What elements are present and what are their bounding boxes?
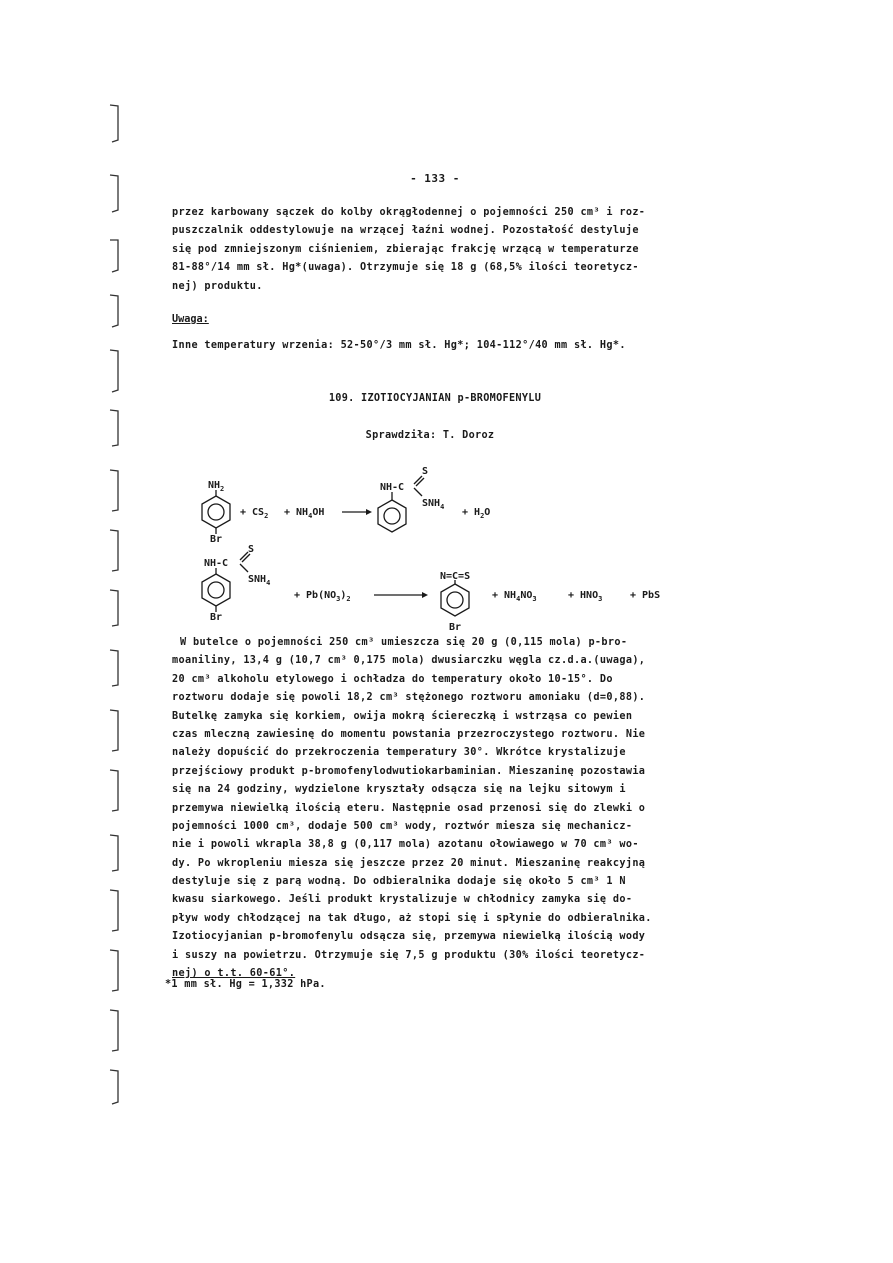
text-line: 81-88°/14 mm sł. Hg*(uwaga). Otrzymuje się 18 g (68,5% ilości teoretycz- bbox=[172, 262, 639, 274]
text-line: nie i powoli wkrapla 38,8 g (0,117 mola) azotanu ołowiawego w 70 cm³ wo- bbox=[172, 839, 639, 851]
reagent-ammonia: + $NH_4OH$ bbox=[284, 507, 325, 520]
reagent-cs2: + $CS_2$ bbox=[240, 507, 269, 520]
text-line: się na 24 godziny, wydzielone kryształy odsącza się na lejku sitowym i bbox=[172, 784, 626, 796]
text-line: roztworu dodaje się powoli 18,2 cm³ stężonego roztworu amoniaku (d=0,88). bbox=[172, 692, 646, 704]
text-line: przez karbowany sączek do kolby okrągłodennej o pojemności 250 cm³ i roz- bbox=[172, 207, 646, 218]
text-line: 20 cm³ alkoholu etylowego i ochładza do temperatury około 10-15°. Do bbox=[172, 673, 613, 685]
reaction-scheme bbox=[170, 462, 730, 632]
text-line: należy dopuścić do przekroczenia temperatury 30°. Wkrótce krystalizuje bbox=[172, 747, 626, 759]
text-line: nej) o t.t. 60-61°. bbox=[172, 968, 296, 980]
section-title: 109. IZOTIOCYJANIAN p-BROMOFENYLU bbox=[328, 393, 542, 404]
benzene-ring-icon bbox=[441, 580, 469, 616]
procedure-paragraph bbox=[172, 634, 732, 983]
reactant-amine-group: $NH_2$ bbox=[208, 480, 225, 493]
product-thiocarbamate-nh: NH-C bbox=[380, 482, 405, 493]
reactant-sulfur: S bbox=[248, 544, 255, 555]
text-line: puszczalnik oddestylowuje na wrzącej łaźni wodnej. Pozostałość destyluje bbox=[172, 225, 639, 237]
text-line: kwasu siarkowego. Jeśli produkt krystalizuje w chłodnicy zamyka się do- bbox=[172, 894, 633, 906]
product-water: + $H_2O$ bbox=[462, 507, 491, 520]
text-line: się pod zmniejszonym ciśnieniem, zbierając frakcję wrzącą w temperaturze bbox=[172, 243, 639, 255]
product-nitric-acid: + $HNO_3$ bbox=[568, 590, 603, 603]
product-snh4: $SNH_4$ bbox=[422, 498, 445, 511]
text-line: czas mleczną zawiesinę do momentu powstania przezroczystego roztworu. Nie bbox=[172, 728, 646, 740]
text-line: przemywa niewielką ilością eteru. Następnie osad przenosi się do zlewki o bbox=[172, 802, 646, 814]
intro-paragraph bbox=[172, 204, 712, 296]
reactant-bromine: Br bbox=[210, 534, 223, 545]
text-line: nej) produktu. bbox=[172, 280, 263, 292]
text-line: przejściowy produkt p-bromofenylodwutiokarbaminian. Mieszaninę pozostawia bbox=[172, 765, 646, 777]
text-line: Izotiocyjanian p-bromofenylu odsącza się, przemywa niewielką ilością wody bbox=[172, 931, 646, 943]
product-ammonium-nitrate: + $NH_4NO_3$ bbox=[492, 590, 537, 603]
reactant-bromine: Br bbox=[210, 612, 223, 623]
text-line: W butelce o pojemności 250 cm³ umieszcza się 20 g (0,115 mola) p-bro- bbox=[180, 637, 628, 648]
binder-marks bbox=[106, 100, 126, 1110]
text-line: i suszy na powietrzu. Otrzymuje się 7,5 g produktu (30% ilości teoretycz- bbox=[172, 949, 646, 961]
text-line: moaniliny, 13,4 g (10,7 cm³ 0,175 mola) dwusiarczku węgla cz.d.a.(uwaga), bbox=[172, 655, 646, 667]
footnote: *1 mm sł. Hg = 1,332 hPa. bbox=[165, 979, 326, 990]
text-line: dy. Po wkropleniu miesza się jeszcze przez 20 minut. Mieszaninę reakcyjną bbox=[172, 857, 646, 869]
text-line: pływ wody chłodzącej na tak długo, aż stopi się i spłynie do odbieralnika. bbox=[172, 912, 652, 924]
text-line: pojemności 1000 cm³, dodaje 500 cm³ wody, roztwór miesza się mechanicz- bbox=[172, 820, 633, 832]
page-number: - 133 - bbox=[410, 172, 460, 185]
reactant-thiocarbamate-nh: NH-C bbox=[204, 558, 229, 569]
note-text: Inne temperatury wrzenia: 52-50°/3 mm sł. Hg*; 104-112°/40 mm sł. Hg*. bbox=[172, 340, 626, 351]
arrow-head-icon bbox=[422, 592, 428, 598]
benzene-ring-icon bbox=[202, 490, 230, 534]
product-isothiocyanate: N=C=S bbox=[440, 571, 471, 582]
product-lead-sulfide: + PbS bbox=[630, 590, 661, 601]
binder-bracket-icon bbox=[106, 100, 126, 1110]
product-bromine: Br bbox=[449, 622, 462, 632]
text-line: Butelkę zamyka się korkiem, owija mokrą ściereczką i wstrząsa co pewien bbox=[172, 710, 633, 722]
product-sulfur: S bbox=[422, 466, 429, 477]
reagent-lead-nitrate: + $Pb(NO_3)_2$ bbox=[294, 590, 351, 603]
checked-by: Sprawdziła: T. Doroz bbox=[365, 430, 495, 441]
reactant-snh4: $SNH_4$ bbox=[248, 574, 271, 587]
note-label: Uwaga: bbox=[172, 314, 209, 325]
text-line: destyluje się z parą wodną. Do odbieralnika dodaje się około 5 cm³ 1 N bbox=[172, 876, 626, 888]
arrow-head-icon bbox=[366, 509, 372, 515]
